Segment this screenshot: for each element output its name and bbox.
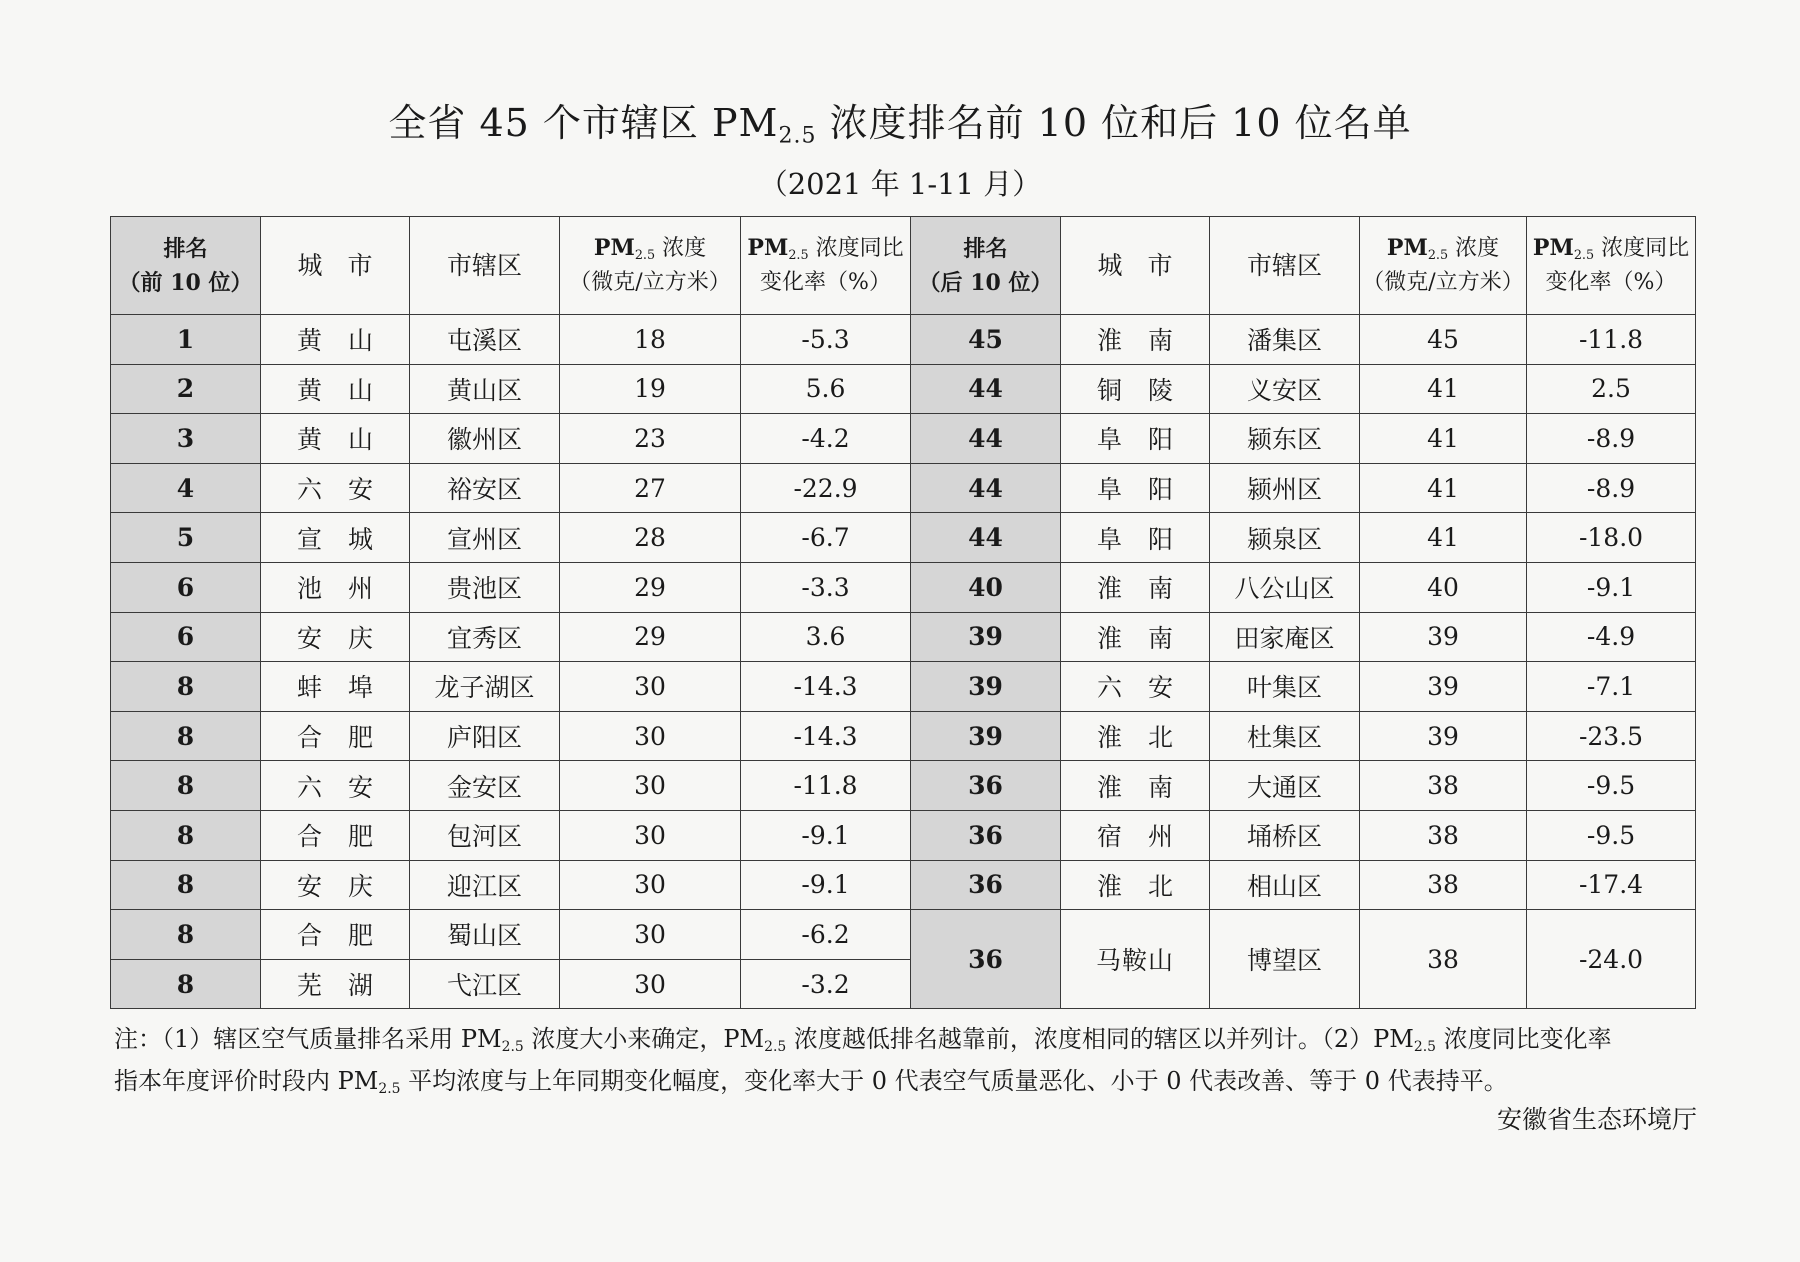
city-cell: 宿州 bbox=[1061, 810, 1210, 860]
concentration-cell: 40 bbox=[1360, 562, 1527, 612]
concentration-cell: 39 bbox=[1360, 612, 1527, 662]
change-rate-cell: -17.4 bbox=[1527, 860, 1696, 910]
table-row bbox=[111, 562, 1696, 612]
table-row bbox=[111, 612, 1696, 662]
district-cell: 杜集区 bbox=[1210, 711, 1360, 761]
table-header-row bbox=[111, 217, 1696, 315]
header-city: 城 市 bbox=[1061, 217, 1210, 315]
city-cell: 黄山 bbox=[261, 315, 410, 365]
table-row bbox=[111, 711, 1696, 761]
concentration-cell: 30 bbox=[560, 711, 741, 761]
concentration-cell: 30 bbox=[560, 910, 741, 960]
change-rate-cell: -9.5 bbox=[1527, 761, 1696, 811]
district-cell: 义安区 bbox=[1210, 364, 1360, 414]
change-rate-cell: -18.0 bbox=[1527, 513, 1696, 563]
district-cell: 大通区 bbox=[1210, 761, 1360, 811]
district-cell: 弋江区 bbox=[410, 959, 560, 1009]
district-cell: 屯溪区 bbox=[410, 315, 560, 365]
city-cell: 阜阳 bbox=[1061, 463, 1210, 513]
change-rate-cell: 5.6 bbox=[741, 364, 911, 414]
district-cell: 田家庵区 bbox=[1210, 612, 1360, 662]
change-rate-cell: -7.1 bbox=[1527, 662, 1696, 712]
concentration-cell: 30 bbox=[560, 662, 741, 712]
city-cell: 阜阳 bbox=[1061, 513, 1210, 563]
change-rate-cell: -4.9 bbox=[1527, 612, 1696, 662]
change-rate-cell: -6.2 bbox=[741, 910, 911, 960]
district-cell: 相山区 bbox=[1210, 860, 1360, 910]
rank-cell: 36 bbox=[911, 860, 1061, 910]
footnote-line: 注：（1）辖区空气质量排名采用 $PM_{2.5}$ 浓度大小来确定，$PM_{2.5}$ 浓度越低排名越靠前，浓度相同的辖区以并列计。$(2)PM_{2.5}$ 浓度同比变化率 bbox=[114, 1025, 1612, 1056]
district-cell: 徽州区 bbox=[410, 414, 560, 464]
rank-cell: 36 bbox=[911, 810, 1061, 860]
change-rate-cell: -8.9 bbox=[1527, 463, 1696, 513]
rank-cell: 45 bbox=[911, 315, 1061, 365]
rank-cell: 6 bbox=[111, 562, 261, 612]
city-cell: 淮北 bbox=[1061, 711, 1210, 761]
change-rate-cell: -5.3 bbox=[741, 315, 911, 365]
table-row bbox=[111, 662, 1696, 712]
header-district: 市辖区 bbox=[1210, 217, 1360, 315]
header-rank-top: 排名 （前 10 位） bbox=[111, 217, 261, 315]
footnote-line: 指本年度评价时段内 $PM_{2.5}$ 平均浓度与上年同期变化幅度，变化率大于 0 代表空气质量恶化、小于 0 代表改善、等于 0 代表持平。 bbox=[114, 1067, 1508, 1098]
district-cell: 裕安区 bbox=[410, 463, 560, 513]
district-cell: 潘集区 bbox=[1210, 315, 1360, 365]
table-row bbox=[111, 414, 1696, 464]
change-rate-cell: -14.3 bbox=[741, 711, 911, 761]
district-cell: 蜀山区 bbox=[410, 910, 560, 960]
rank-cell: 44 bbox=[911, 414, 1061, 464]
concentration-cell: 29 bbox=[560, 612, 741, 662]
change-rate-cell: -8.9 bbox=[1527, 414, 1696, 464]
change-rate-cell: -9.1 bbox=[741, 810, 911, 860]
city-cell: 合肥 bbox=[261, 910, 410, 960]
district-cell: 金安区 bbox=[410, 761, 560, 811]
header-district: 市辖区 bbox=[410, 217, 560, 315]
table-row bbox=[111, 463, 1696, 513]
rank-cell: 6 bbox=[111, 612, 261, 662]
district-cell: 八公山区 bbox=[1210, 562, 1360, 612]
footnote bbox=[114, 1018, 1699, 1102]
change-rate-cell: -4.2 bbox=[741, 414, 911, 464]
city-cell: 淮南 bbox=[1061, 761, 1210, 811]
city-cell: 芜湖 bbox=[261, 959, 410, 1009]
rank-cell: 44 bbox=[911, 364, 1061, 414]
concentration-cell: 39 bbox=[1360, 711, 1527, 761]
change-rate-cell: -9.1 bbox=[1527, 562, 1696, 612]
city-cell: 安庆 bbox=[261, 612, 410, 662]
change-rate-cell: -3.3 bbox=[741, 562, 911, 612]
table-row bbox=[111, 761, 1696, 811]
rank-cell: 8 bbox=[111, 959, 261, 1009]
rank-cell: 44 bbox=[911, 513, 1061, 563]
rank-cell: 36 bbox=[911, 761, 1061, 811]
city-cell: 六安 bbox=[1061, 662, 1210, 712]
district-cell: 贵池区 bbox=[410, 562, 560, 612]
table-row bbox=[111, 860, 1696, 910]
concentration-cell: 30 bbox=[560, 959, 741, 1009]
rank-cell: 5 bbox=[111, 513, 261, 563]
concentration-cell: 45 bbox=[1360, 315, 1527, 365]
rank-cell: 4 bbox=[111, 463, 261, 513]
ranking-table bbox=[110, 216, 1696, 1009]
city-cell: 合肥 bbox=[261, 810, 410, 860]
city-cell: 淮北 bbox=[1061, 860, 1210, 910]
city-cell: 合肥 bbox=[261, 711, 410, 761]
city-cell: 淮南 bbox=[1061, 612, 1210, 662]
concentration-cell: 38 bbox=[1360, 860, 1527, 910]
city-cell: 黄山 bbox=[261, 364, 410, 414]
header-concentration: $PM_{2.5}$ 浓度 （微克/立方米） bbox=[560, 217, 741, 315]
header-change-rate: $PM_{2.5}$ 浓度同比 变化率（%） bbox=[741, 217, 911, 315]
concentration-cell: 41 bbox=[1360, 513, 1527, 563]
city-cell: 池州 bbox=[261, 562, 410, 612]
table-row bbox=[111, 513, 1696, 563]
rank-cell: 1 bbox=[111, 315, 261, 365]
rank-cell: 8 bbox=[111, 810, 261, 860]
district-cell: 颍州区 bbox=[1210, 463, 1360, 513]
district-cell: 龙子湖区 bbox=[410, 662, 560, 712]
issuer-name: 安徽省生态环境厅 bbox=[1496, 1105, 1697, 1134]
concentration-cell: 19 bbox=[560, 364, 741, 414]
rank-cell: 40 bbox=[911, 562, 1061, 612]
city-cell: 铜陵 bbox=[1061, 364, 1210, 414]
city-cell: 安庆 bbox=[261, 860, 410, 910]
rank-cell: 8 bbox=[111, 662, 261, 712]
district-cell: 迎江区 bbox=[410, 860, 560, 910]
city-cell: 淮南 bbox=[1061, 562, 1210, 612]
concentration-cell: 30 bbox=[560, 810, 741, 860]
change-rate-cell: -24.0 bbox=[1527, 910, 1696, 1009]
rank-cell: 36 bbox=[911, 910, 1061, 1009]
rank-cell: 3 bbox=[111, 414, 261, 464]
concentration-cell: 41 bbox=[1360, 364, 1527, 414]
page-title: 全省 45 个市辖区 $PM_{2.5}$ 浓度排名前 10 位和后 10 位名单 bbox=[388, 101, 1412, 149]
header-concentration: $PM_{2.5}$ 浓度 （微克/立方米） bbox=[1360, 217, 1527, 315]
concentration-cell: 38 bbox=[1360, 910, 1527, 1009]
concentration-cell: 41 bbox=[1360, 463, 1527, 513]
concentration-cell: 18 bbox=[560, 315, 741, 365]
header-change-rate: $PM_{2.5}$ 浓度同比 变化率（%） bbox=[1527, 217, 1696, 315]
city-cell: 阜阳 bbox=[1061, 414, 1210, 464]
table-row bbox=[111, 810, 1696, 860]
change-rate-cell: 3.6 bbox=[741, 612, 911, 662]
change-rate-cell: -23.5 bbox=[1527, 711, 1696, 761]
concentration-cell: 39 bbox=[1360, 662, 1527, 712]
change-rate-cell: -22.9 bbox=[741, 463, 911, 513]
rank-cell: 44 bbox=[911, 463, 1061, 513]
city-cell: 黄山 bbox=[261, 414, 410, 464]
district-cell: 宣州区 bbox=[410, 513, 560, 563]
concentration-cell: 23 bbox=[560, 414, 741, 464]
header-city: 城 市 bbox=[261, 217, 410, 315]
rank-cell: 39 bbox=[911, 662, 1061, 712]
district-cell: 庐阳区 bbox=[410, 711, 560, 761]
district-cell: 叶集区 bbox=[1210, 662, 1360, 712]
rank-cell: 2 bbox=[111, 364, 261, 414]
change-rate-cell: -11.8 bbox=[1527, 315, 1696, 365]
rank-cell: 8 bbox=[111, 711, 261, 761]
change-rate-cell: -9.1 bbox=[741, 860, 911, 910]
city-cell: 淮南 bbox=[1061, 315, 1210, 365]
change-rate-cell: -6.7 bbox=[741, 513, 911, 563]
rank-cell: 39 bbox=[911, 612, 1061, 662]
city-cell: 马鞍山 bbox=[1061, 910, 1210, 1009]
concentration-cell: 29 bbox=[560, 562, 741, 612]
district-cell: 颍泉区 bbox=[1210, 513, 1360, 563]
rank-cell: 8 bbox=[111, 860, 261, 910]
table-row bbox=[111, 364, 1696, 414]
table-row bbox=[111, 910, 1696, 960]
table-row bbox=[111, 315, 1696, 365]
rank-cell: 39 bbox=[911, 711, 1061, 761]
table-body bbox=[111, 315, 1696, 1009]
district-cell: 宜秀区 bbox=[410, 612, 560, 662]
concentration-cell: 38 bbox=[1360, 810, 1527, 860]
change-rate-cell: -14.3 bbox=[741, 662, 911, 712]
district-cell: 包河区 bbox=[410, 810, 560, 860]
page-subtitle: （2021 年 1-11 月） bbox=[758, 167, 1042, 201]
city-cell: 宣城 bbox=[261, 513, 410, 563]
change-rate-cell: 2.5 bbox=[1527, 364, 1696, 414]
district-cell: 颍东区 bbox=[1210, 414, 1360, 464]
rank-cell: 8 bbox=[111, 910, 261, 960]
city-cell: 蚌埠 bbox=[261, 662, 410, 712]
change-rate-cell: -3.2 bbox=[741, 959, 911, 1009]
header-rank-bottom: 排名 （后 10 位） bbox=[911, 217, 1061, 315]
district-cell: 黄山区 bbox=[410, 364, 560, 414]
district-cell: 埇桥区 bbox=[1210, 810, 1360, 860]
concentration-cell: 28 bbox=[560, 513, 741, 563]
concentration-cell: 41 bbox=[1360, 414, 1527, 464]
city-cell: 六安 bbox=[261, 761, 410, 811]
concentration-cell: 27 bbox=[560, 463, 741, 513]
change-rate-cell: -9.5 bbox=[1527, 810, 1696, 860]
district-cell: 博望区 bbox=[1210, 910, 1360, 1009]
change-rate-cell: -11.8 bbox=[741, 761, 911, 811]
concentration-cell: 30 bbox=[560, 860, 741, 910]
concentration-cell: 38 bbox=[1360, 761, 1527, 811]
rank-cell: 8 bbox=[111, 761, 261, 811]
concentration-cell: 30 bbox=[560, 761, 741, 811]
city-cell: 六安 bbox=[261, 463, 410, 513]
